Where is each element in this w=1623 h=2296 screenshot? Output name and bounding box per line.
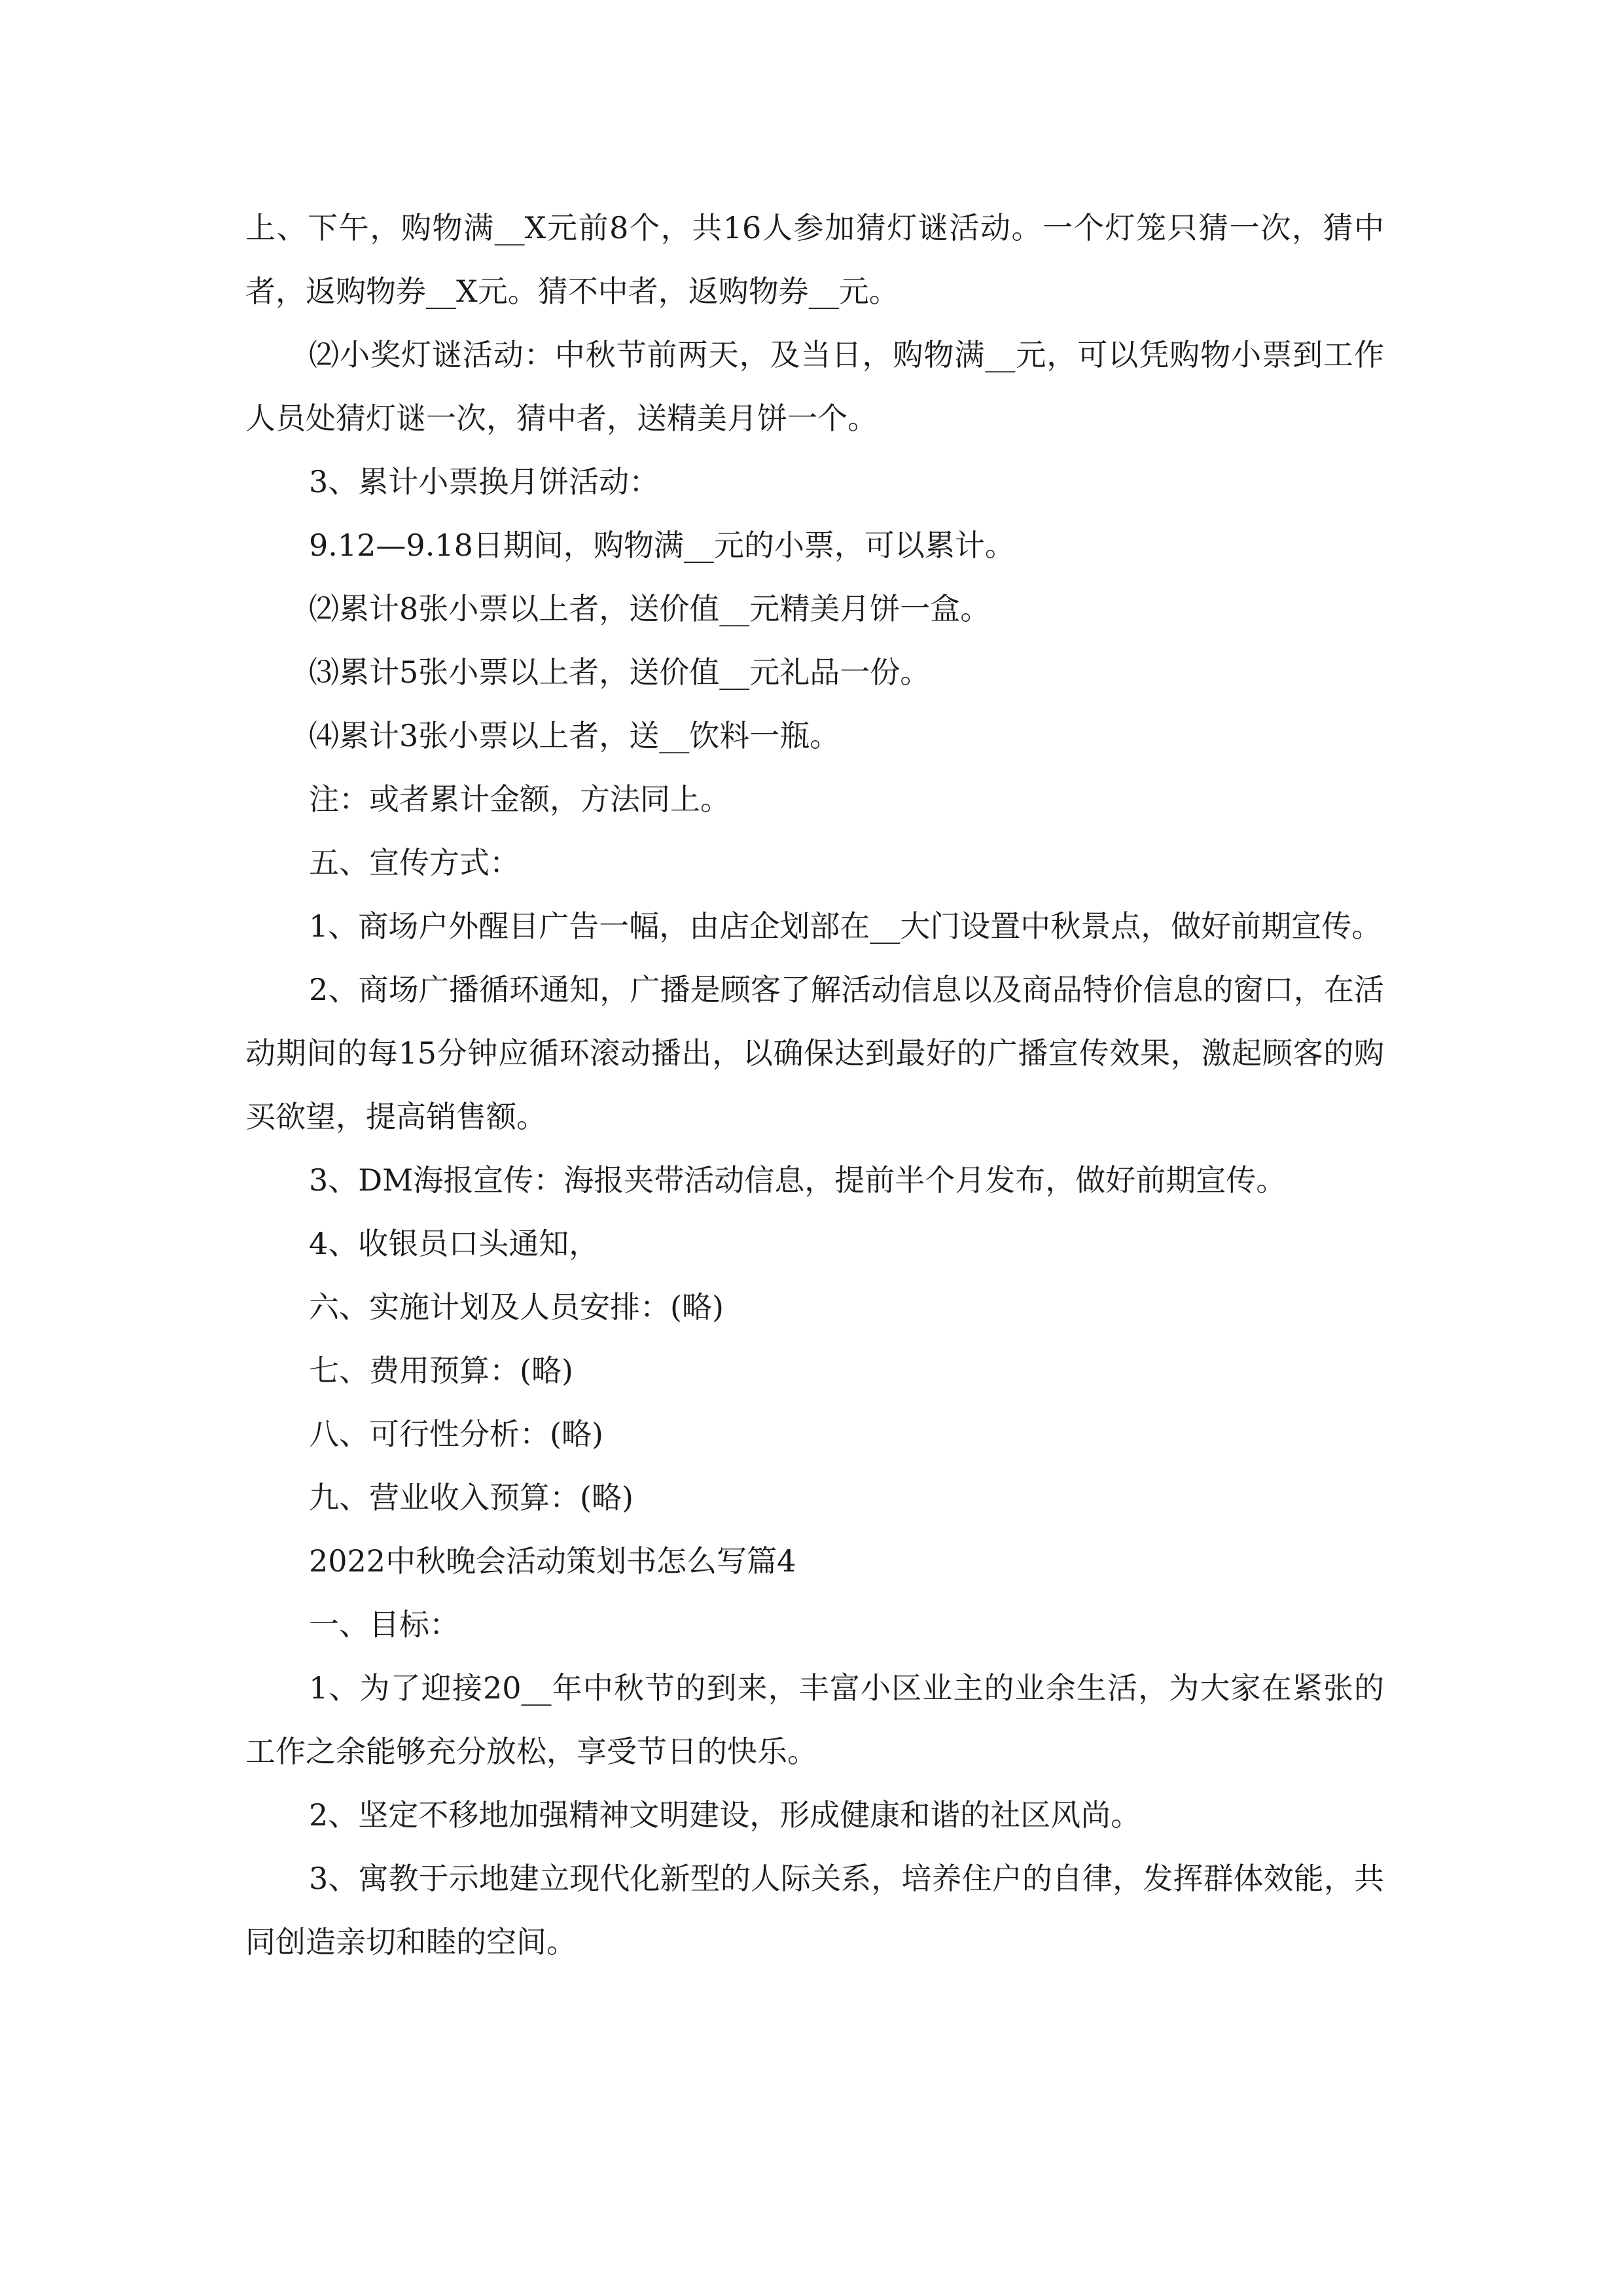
paragraph: ⑶累计5张小票以上者，送价值__元礼品一份。 bbox=[309, 655, 931, 690]
paragraph: 3、寓教于示地建立现代化新型的人际关系，培养住户的自律，发挥群体效能，共同创造亲切和睦的空间。 bbox=[245, 1861, 1384, 1960]
section-heading: 一、目标： bbox=[309, 1607, 459, 1642]
document-body bbox=[245, 196, 1384, 1974]
paragraph: 3、DM海报宣传：海报夹带活动信息，提前半个月发布，做好前期宣传。 bbox=[309, 1162, 1287, 1198]
paragraph: 3、累计小票换月饼活动： bbox=[309, 464, 660, 499]
paragraph: 9.12—9.18日期间，购物满__元的小票，可以累计。 bbox=[309, 528, 1015, 563]
paragraph: 1、商场户外醒目广告一幅，由店企划部在__大门设置中秋景点，做好前期宣传。 bbox=[309, 908, 1382, 944]
paragraph: ⑵累计8张小票以上者，送价值__元精美月饼一盒。 bbox=[309, 591, 991, 626]
paragraph: 2、坚定不移地加强精神文明建设，形成健康和谐的社区风尚。 bbox=[309, 1797, 1141, 1833]
paragraph: 上、下午，购物满__X元前8个，共16人参加猜灯谜活动。一个灯笼只猜一次，猜中者，返购物券__X元。猜不中者，返购物券__元。 bbox=[245, 210, 1384, 309]
section-heading: 七、费用预算：(略) bbox=[309, 1353, 573, 1388]
section-heading: 九、营业收入预算：(略) bbox=[309, 1480, 633, 1515]
paragraph: 1、为了迎接20__年中秋节的到来，丰富小区业主的业余生活，为大家在紧张的工作之余能够充分放松，享受节日的快乐。 bbox=[245, 1670, 1384, 1769]
section-heading: 六、实施计划及人员安排：(略) bbox=[309, 1289, 724, 1325]
section-heading: 五、宣传方式： bbox=[309, 845, 520, 880]
paragraph: 4、收银员口头通知， bbox=[309, 1226, 599, 1261]
paragraph: 注：或者累计金额，方法同上。 bbox=[309, 781, 730, 817]
article-title: 2022中秋晚会活动策划书怎么写篇4 bbox=[309, 1543, 796, 1579]
paragraph: ⑵小奖灯谜活动：中秋节前两天，及当日，购物满__元，可以凭购物小票到工作人员处猜灯谜一次，猜中者，送精美月饼一个。 bbox=[245, 337, 1384, 436]
section-heading: 八、可行性分析：(略) bbox=[309, 1416, 603, 1452]
paragraph: ⑷累计3张小票以上者，送__饮料一瓶。 bbox=[309, 718, 840, 753]
paragraph: 2、商场广播循环通知，广播是顾客了解活动信息以及商品特价信息的窗口，在活动期间的每15分钟应循环滚动播出，以确保达到最好的广播宣传效果，激起顾客的购买欲望，提高销售额。 bbox=[245, 972, 1384, 1134]
